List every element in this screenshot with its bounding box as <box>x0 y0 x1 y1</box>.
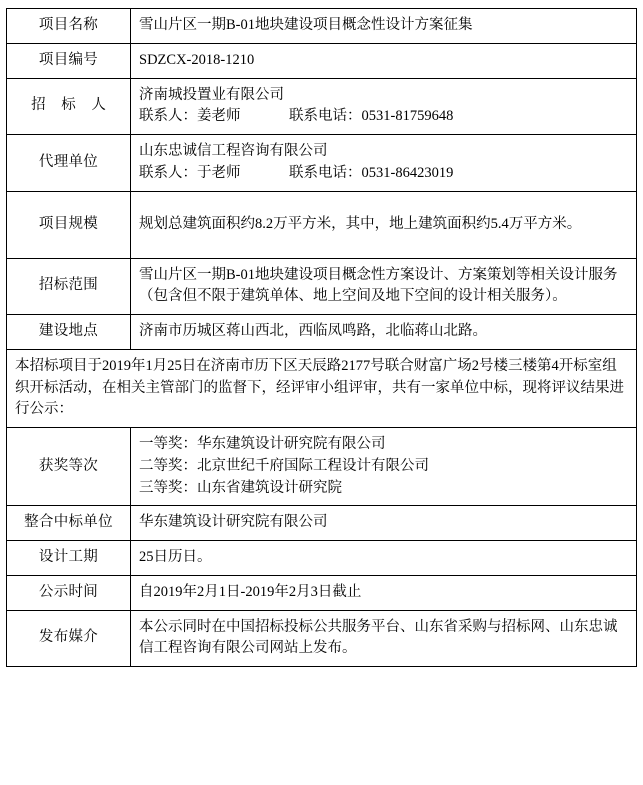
row-label-agent: 代理单位 <box>7 135 131 192</box>
tenderer-contact <box>139 106 289 128</box>
agent-contact-name: 于老师 <box>197 164 241 181</box>
tenderer-phone-label: 联系电话： <box>289 108 362 125</box>
row-label-project-scale: 项目规模 <box>7 191 131 258</box>
row-label-winner: 整合中标单位 <box>7 506 131 541</box>
table-row <box>7 610 637 667</box>
award-item-third: 三等奖：山东省建筑设计研究院 <box>139 479 342 496</box>
table-row <box>7 428 637 506</box>
row-value-project-name: 雪山片区一期B-01地块建设项目概念性设计方案征集 <box>131 9 637 44</box>
table-row <box>7 506 637 541</box>
row-label-project-name: 项目名称 <box>7 9 131 44</box>
table-row <box>7 258 637 315</box>
row-label-awards: 获奖等次 <box>7 428 131 506</box>
row-value-winner: 华东建筑设计研究院有限公司 <box>131 506 637 541</box>
row-value-location: 济南市历城区蒋山西北，西临凤鸣路，北临蒋山北路。 <box>131 315 637 350</box>
agent-company: 山东忠诚信工程咨询有限公司 <box>139 143 328 159</box>
row-value-duration: 25日历日。 <box>131 541 637 576</box>
row-value-media: 本公示同时在中国招标投标公共服务平台、山东省采购与招标网、山东忠诚信工程咨询有限公司网站上发布。 <box>131 610 637 667</box>
table-row <box>7 315 637 350</box>
table-row <box>7 575 637 610</box>
table-row-notice <box>7 349 637 427</box>
row-label-media: 发布媒介 <box>7 610 131 667</box>
row-value-project-code: SDZCX-2018-1210 <box>131 43 637 78</box>
row-value-agent <box>131 135 637 192</box>
row-label-publicity-time: 公示时间 <box>7 575 131 610</box>
table-row <box>7 541 637 576</box>
agent-phone: 0531-86423019 <box>361 164 454 181</box>
row-label-duration: 设计工期 <box>7 541 131 576</box>
table-row <box>7 191 637 258</box>
row-value-scope: 雪山片区一期B-01地块建设项目概念性方案设计、方案策划等相关设计服务（包含但不限于建筑单体、地上空间及地下空间的设计相关服务）。 <box>131 258 637 315</box>
tenderer-contact-label: 联系人： <box>139 108 197 125</box>
row-value-awards <box>131 428 637 506</box>
tenderer-contact-line <box>139 106 628 128</box>
row-label-location: 建设地点 <box>7 315 131 350</box>
row-value-publicity-time: 自2019年2月1日-2019年2月3日截止 <box>131 575 637 610</box>
agent-phone-label: 联系电话： <box>289 164 362 181</box>
agent-contact-label: 联系人： <box>139 164 197 181</box>
tenderer-company: 济南城投置业有限公司 <box>139 86 284 103</box>
table-row <box>7 135 637 192</box>
tenderer-contact-name: 姜老师 <box>197 108 241 125</box>
agent-contact <box>139 163 289 185</box>
notice-paragraph: 本招标项目于2019年1月25日在济南市历下区天辰路2177号联合财富广场2号楼三楼第4开标室组织开标活动，在相关主管部门的监督下，经评审小组评审，共有一家单位中标，现将评议结果进行公示： <box>7 349 637 427</box>
row-label-scope: 招标范围 <box>7 258 131 315</box>
row-value-project-scale: 规划总建筑面积约8.2万平方米，其中，地上建筑面积约5.4万平方米。 <box>131 191 637 258</box>
table-row <box>7 43 637 78</box>
tenderer-phone: 0531-81759648 <box>361 108 454 125</box>
agent-contact-line <box>139 163 628 185</box>
row-label-project-code: 项目编号 <box>7 43 131 78</box>
table-row <box>7 78 637 135</box>
table-row <box>7 9 637 44</box>
row-label-tenderer: 招 标 人 <box>7 78 131 135</box>
row-value-tenderer <box>131 78 637 135</box>
award-item-first: 一等奖：华东建筑设计研究院有限公司 <box>139 436 386 452</box>
tender-result-table <box>6 8 637 667</box>
award-item-second: 二等奖：北京世纪千府国际工程设计有限公司 <box>139 457 429 474</box>
